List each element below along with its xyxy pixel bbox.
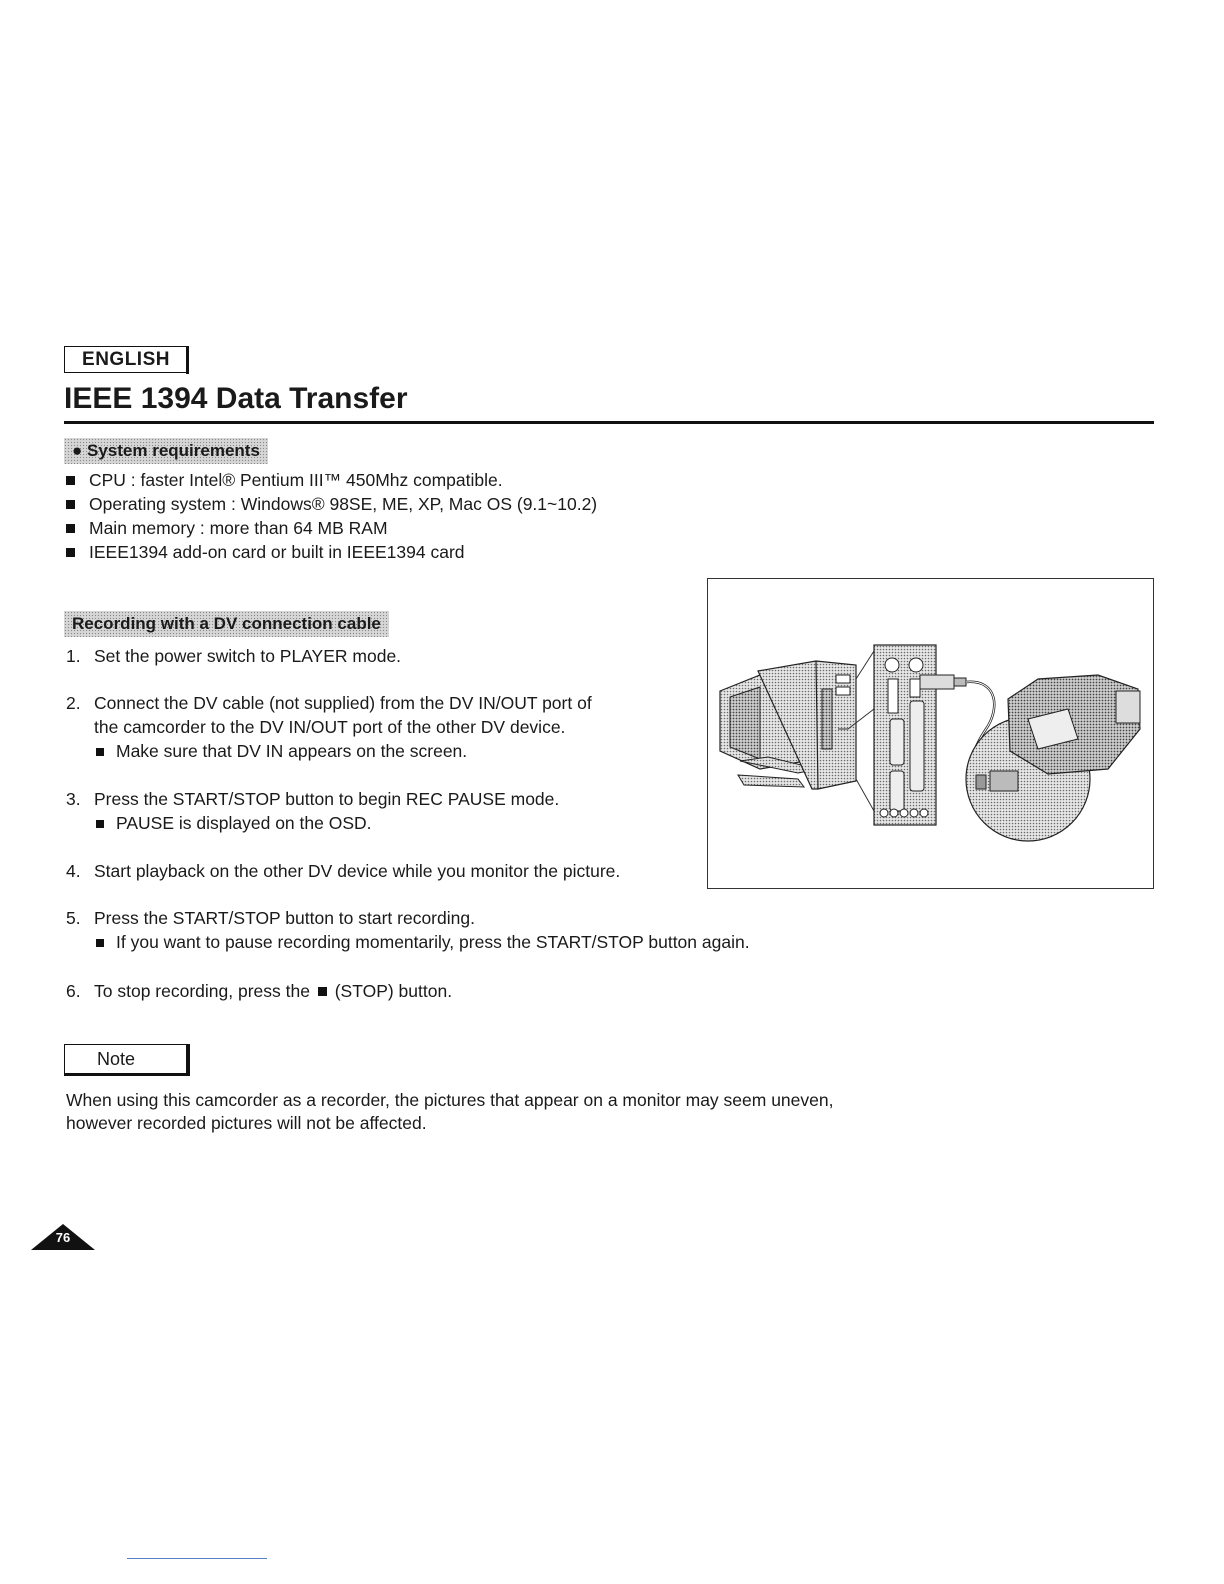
back-panel-icon bbox=[874, 645, 936, 825]
connection-illustration bbox=[707, 578, 1154, 889]
square-bullet-icon bbox=[96, 939, 104, 947]
step-3-note: PAUSE is displayed on the OSD. bbox=[96, 812, 372, 834]
step-2-cont: the camcorder to the DV IN/OUT port of the other DV device. bbox=[94, 717, 566, 737]
square-bullet-icon bbox=[66, 548, 75, 557]
step-2-note: Make sure that DV IN appears on the screen. bbox=[96, 740, 467, 762]
step-2: 2. Connect the DV cable (not supplied) from the DV IN/OUT port of bbox=[66, 693, 592, 713]
page-number: 76 bbox=[55, 1230, 71, 1245]
square-bullet-icon bbox=[66, 476, 75, 485]
recording-heading: Recording with a DV connection cable bbox=[64, 611, 389, 637]
footer-rule bbox=[127, 1558, 267, 1559]
note-label: Note bbox=[97, 1048, 136, 1069]
note-text-line-2: however recorded pictures will not be affected. bbox=[66, 1113, 427, 1133]
stop-square-icon bbox=[318, 987, 327, 996]
square-bullet-icon bbox=[66, 524, 75, 533]
square-bullet-icon bbox=[66, 500, 75, 509]
note-box bbox=[64, 1044, 188, 1074]
note-text-line-1: When using this camcorder as a recorder, the pictures that appear on a monitor may seem uneven, bbox=[66, 1090, 834, 1110]
step-5: 5. Press the START/STOP button to start recording. bbox=[66, 908, 475, 928]
list-item: Operating system : Windows® 98SE, ME, XP, Mac OS (9.1~10.2) bbox=[66, 493, 597, 515]
page-number-badge bbox=[31, 1224, 95, 1250]
camcorder-icon bbox=[966, 675, 1140, 841]
title-rule bbox=[64, 421, 1154, 424]
system-requirements-label: System requirements bbox=[87, 441, 260, 460]
page-title: IEEE 1394 Data Transfer bbox=[64, 382, 408, 415]
pc-camcorder-connection-icon bbox=[708, 579, 1153, 888]
list-item: Main memory : more than 64 MB RAM bbox=[66, 517, 388, 539]
list-item: IEEE1394 add-on card or built in IEEE1394 card bbox=[66, 541, 465, 563]
system-requirements-heading bbox=[64, 438, 268, 464]
square-bullet-icon bbox=[96, 820, 104, 828]
step-3: 3. Press the START/STOP button to begin REC PAUSE mode. bbox=[66, 789, 560, 809]
language-tag-label: ENGLISH bbox=[82, 348, 170, 370]
step-6: 6. To stop recording, press the (STOP) button. bbox=[66, 981, 453, 1001]
language-tag bbox=[64, 346, 188, 373]
square-bullet-icon bbox=[96, 748, 104, 756]
list-item: CPU : faster Intel® Pentium III™ 450Mhz compatible. bbox=[66, 469, 503, 491]
bullet-circle-icon: ● bbox=[72, 441, 83, 460]
step-5-note: If you want to pause recording momentarily, press the START/STOP button again. bbox=[96, 931, 750, 953]
step-4: 4. Start playback on the other DV device while you monitor the picture. bbox=[66, 861, 621, 881]
step-1: 1. Set the power switch to PLAYER mode. bbox=[66, 646, 402, 666]
